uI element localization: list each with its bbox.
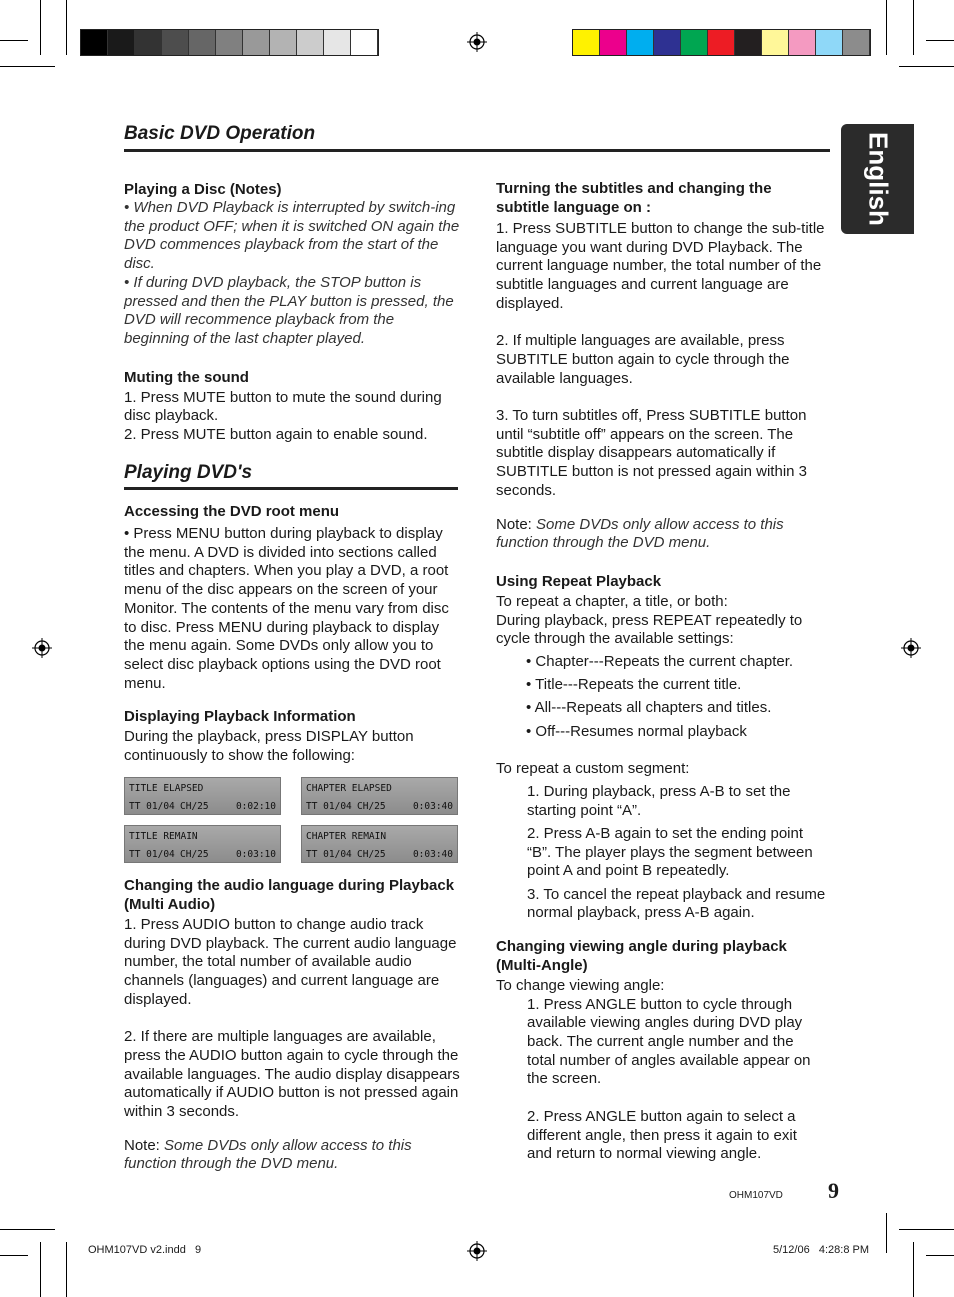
repeat-intro: To repeat a chapter, a title, or both: During playback, press REPEAT repeatedly to cycle through the available settings: xyxy=(496,592,803,648)
right-column xyxy=(496,179,826,1164)
osd-title-elapsed xyxy=(124,777,281,815)
page-number: 9 xyxy=(828,1178,839,1203)
registration-mark-icon xyxy=(901,638,921,658)
root-menu-text: • Press MENU button during playback to display the menu. A DVD is divided into sections called titles and chapters. When you play a DVD, a root menu of the disc appears on the screen of your Monitor. The contents of the menu vary from disc to disc. Press MENU during playback to display the menu again. Some DVDs only allow you to select disc playback options using the DVD root menu. xyxy=(124,525,449,692)
color-swatch xyxy=(762,30,789,55)
display-text: During the playback, press DISPLAY button continuously to show the following: xyxy=(124,728,414,765)
repeat-item: • Title---Repeats the current title. xyxy=(526,676,742,694)
root-menu-heading: Accessing the DVD root menu xyxy=(124,503,340,520)
section-rule xyxy=(124,487,458,490)
custom-item: 1. During playback, press A-B to set the starting point “A”. xyxy=(527,783,791,819)
osd-mode: TITLE ELAPSED xyxy=(129,783,204,794)
registration-mark-icon xyxy=(32,638,52,658)
repeat-item: • Chapter---Repeats the current chapter. xyxy=(526,653,794,671)
osd-track: TT 01/04 xyxy=(129,801,175,812)
audio-text-2: 2. If there are multiple languages are available, press the AUDIO button again to cycle through the available languages. The audio display disappears automatically if AUDIO button is not pressed again within 3 seconds. xyxy=(124,1028,460,1121)
mute-heading: Muting the sound xyxy=(124,368,249,386)
registration-mark-icon xyxy=(467,1241,487,1261)
note-text: Some DVDs only allow access to this function through the DVD menu. xyxy=(496,515,784,552)
osd-time: 0:03:40 xyxy=(412,801,453,812)
osd-track: TT 01/04 xyxy=(306,801,352,812)
mute-text: 1. Press MUTE button to mute the sound during disc playback. 2. Press MUTE button again to enable sound. xyxy=(124,388,442,444)
crop-mark xyxy=(0,66,55,67)
registration-mark-icon xyxy=(467,32,487,52)
grayscale-calibration-bar xyxy=(80,29,379,56)
color-swatch xyxy=(708,30,735,55)
color-swatch xyxy=(816,30,843,55)
color-swatch xyxy=(600,30,627,55)
osd-chapter: CH/25 xyxy=(357,849,386,860)
left-column xyxy=(124,180,460,445)
footer-file-name: OHM107VD v2.indd 9 xyxy=(88,1244,202,1256)
repeat-item: • All---Repeats all chapters and titles. xyxy=(526,699,772,717)
color-swatch xyxy=(351,30,378,55)
language-tab-label: English xyxy=(863,132,893,226)
osd-time: 0:03:40 xyxy=(412,849,453,860)
model-code: OHM107VD xyxy=(729,1190,783,1201)
color-swatch xyxy=(270,30,297,55)
crop-mark xyxy=(926,1255,954,1256)
crop-mark xyxy=(886,1213,887,1253)
subtitle-text-3: 3. To turn subtitles off, Press SUBTITLE button until “subtitle off” appears on the screen. The subtitle display disappears automatically if SUBTITLE button is not pressed again within 3 seconds. xyxy=(496,407,808,499)
custom-intro: To repeat a custom segment: xyxy=(496,760,690,778)
repeat-item: • Off---Resumes normal playback xyxy=(526,722,747,740)
osd-chapter: CH/25 xyxy=(357,801,386,812)
color-swatch xyxy=(162,30,189,55)
custom-item: 2. Press A-B again to set the ending point “B”. The player plays the segment between point A and point B repeatedly. xyxy=(527,824,813,880)
crop-mark xyxy=(66,0,67,55)
color-swatch xyxy=(789,30,816,55)
crop-mark xyxy=(913,1242,914,1297)
color-swatch xyxy=(843,30,870,55)
crop-mark xyxy=(0,1229,55,1230)
language-tab xyxy=(841,124,914,234)
osd-chapter-elapsed xyxy=(301,777,458,815)
display-heading: Displaying Playback Information xyxy=(124,708,356,726)
angle-intro: To change viewing angle: xyxy=(496,976,665,994)
color-calibration-bar xyxy=(572,29,871,56)
audio-note xyxy=(124,1137,460,1174)
color-swatch xyxy=(81,30,108,55)
footer-timestamp: 5/12/06 4:28:8 PM xyxy=(773,1244,870,1256)
crop-mark xyxy=(0,1255,28,1256)
crop-mark xyxy=(926,40,954,41)
custom-item: 3. To cancel the repeat playback and resume normal playback, press A-B again. xyxy=(527,885,826,922)
note-text: Some DVDs only allow access to this function through the DVD menu. xyxy=(124,1136,412,1173)
osd-mode: CHAPTER REMAIN xyxy=(306,831,387,842)
osd-time: 0:03:10 xyxy=(235,849,276,860)
osd-track: TT 01/04 xyxy=(129,849,175,860)
section-rule xyxy=(124,149,830,152)
osd-mode: TITLE REMAIN xyxy=(129,831,198,842)
osd-chapter: CH/25 xyxy=(180,849,209,860)
color-swatch xyxy=(681,30,708,55)
color-swatch xyxy=(573,30,600,55)
notes-heading: Playing a Disc (Notes) xyxy=(124,181,282,198)
color-swatch xyxy=(108,30,135,55)
color-swatch xyxy=(297,30,324,55)
subtitle-text-2: 2. If multiple languages are available, press SUBTITLE button again to cycle through the available languages. xyxy=(496,332,790,387)
audio-text-1: 1. Press AUDIO button to change audio track during DVD playback. The current audio language number, the total number of available audio channels (languages) and current language are displayed. xyxy=(124,916,457,1008)
left-column-lower xyxy=(124,502,460,766)
color-swatch xyxy=(216,30,243,55)
osd-title-remain xyxy=(124,825,281,863)
crop-mark xyxy=(0,40,28,41)
left-column-audio xyxy=(124,876,460,1174)
osd-chapter: CH/25 xyxy=(180,801,209,812)
crop-mark xyxy=(40,0,41,55)
subtitle-heading: Turning the subtitles and changing the subtitle language on : xyxy=(496,180,772,216)
color-swatch xyxy=(324,30,351,55)
color-swatch xyxy=(654,30,681,55)
section-title: Playing DVD's xyxy=(124,462,253,483)
angle-heading: Changing viewing angle during playback (Multi-Angle) xyxy=(496,937,787,974)
angle-text-1: 1. Press ANGLE button to cycle through available viewing angles during DVD play back. The current angle number and the total number of angles available appear on the screen. xyxy=(527,995,811,1088)
color-swatch xyxy=(243,30,270,55)
color-swatch xyxy=(735,30,762,55)
crop-mark xyxy=(886,0,887,55)
crop-mark xyxy=(899,1229,954,1230)
color-swatch xyxy=(135,30,162,55)
crop-mark xyxy=(66,1242,67,1297)
repeat-heading: Using Repeat Playback xyxy=(496,572,662,590)
notes-text: • When DVD Playback is interrupted by switch-ing the product OFF; when it is switched ON again the DVD commences playback from the start of the disc. • If during DVD playback, the STOP button is pressed and then the PLAY button is pressed, the DVD will recommence playback from the beginning of the last chapter played. xyxy=(124,199,460,347)
color-swatch xyxy=(189,30,216,55)
osd-chapter-remain xyxy=(301,825,458,863)
crop-mark xyxy=(913,0,914,55)
note-label: Note: xyxy=(124,1136,165,1154)
note-label: Note: xyxy=(496,515,537,533)
subtitle-note xyxy=(496,516,826,553)
osd-mode: CHAPTER ELAPSED xyxy=(306,783,392,794)
angle-text-2: 2. Press ANGLE button again to select a different angle, then press it again to exit and return to normal viewing angle. xyxy=(527,1107,797,1163)
section-title: Basic DVD Operation xyxy=(124,123,316,144)
color-swatch xyxy=(627,30,654,55)
subtitle-text-1: 1. Press SUBTITLE button to change the sub-title language you want during DVD Playback. The current language number, the total number of the subtitle languages and current language are displayed. xyxy=(496,220,825,312)
osd-track: TT 01/04 xyxy=(306,849,352,860)
audio-heading: Changing the audio language during Playback (Multi Audio) xyxy=(124,877,455,913)
osd-time: 0:02:10 xyxy=(235,801,276,812)
crop-mark xyxy=(899,66,954,67)
crop-mark xyxy=(40,1242,41,1297)
